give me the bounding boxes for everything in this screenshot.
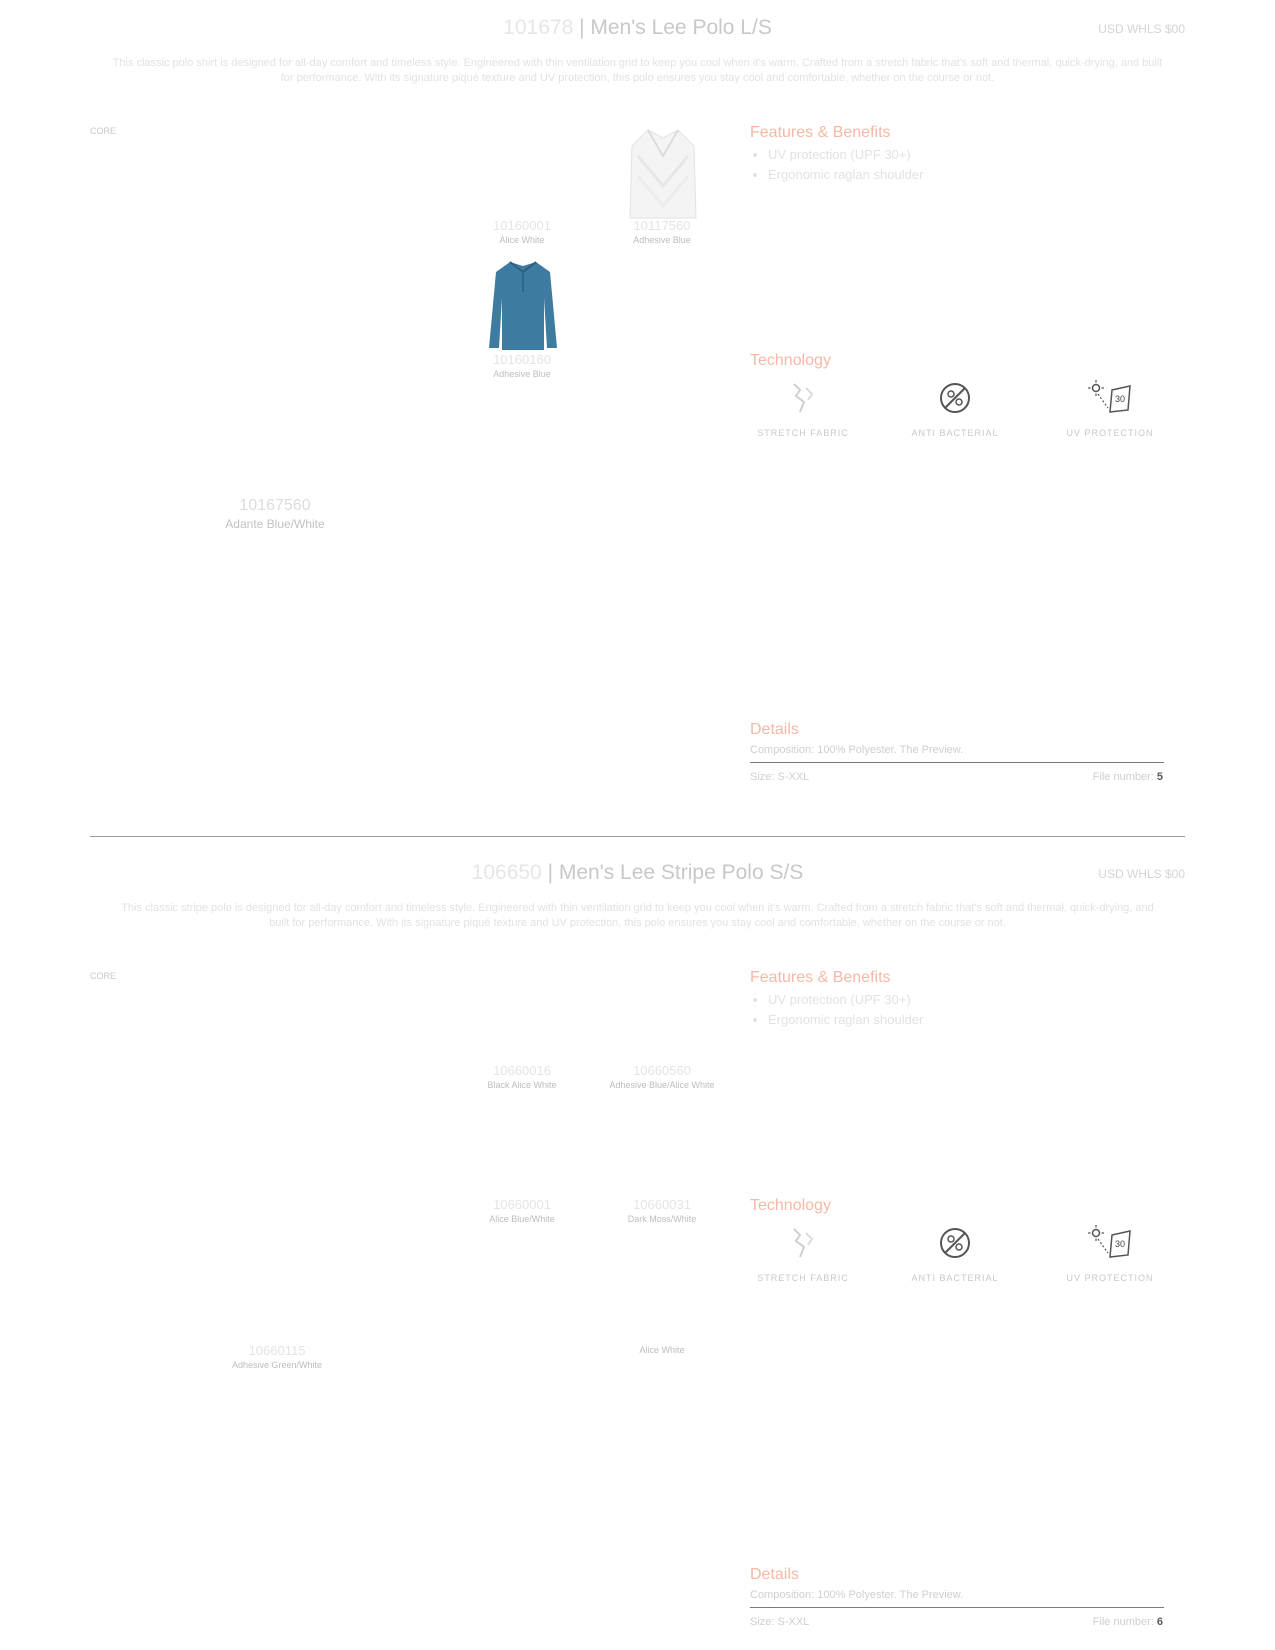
- svg-text:30: 30: [1114, 394, 1126, 404]
- color-swatch: [462, 1197, 582, 1224]
- color-swatch: [462, 1063, 582, 1090]
- tech-item: [1045, 380, 1175, 438]
- tech-label: ANTI BACTERIAL: [911, 1273, 999, 1283]
- product-title: [0, 861, 1275, 885]
- technology-title: Technology: [750, 1197, 831, 1214]
- features-title: Features & Benefits: [750, 124, 891, 141]
- swatch-code: 10660115: [248, 1343, 306, 1358]
- swatch-name: Alice Blue/White: [489, 1214, 555, 1224]
- swatch-code: 10660560: [633, 1063, 691, 1078]
- swatch-name: Dark Moss/White: [627, 1214, 697, 1224]
- core-label: CORE: [90, 971, 117, 981]
- details-title: Details: [750, 1566, 799, 1583]
- feature-item: • UV protection (UPF 30+): [768, 145, 923, 165]
- product-code: 106650: [471, 861, 542, 884]
- swatch-name: Adhesive Blue: [633, 235, 691, 245]
- tech-item: [890, 1225, 1020, 1283]
- tech-label: ANTI BACTERIAL: [911, 428, 999, 438]
- color-swatch: [462, 218, 582, 245]
- product-code: 101678: [503, 16, 574, 39]
- product-divider: [90, 836, 1185, 837]
- product-name: Men's Lee Polo L/S: [590, 16, 772, 39]
- swatch-code: 10117560: [633, 218, 691, 233]
- title-separator: |: [541, 861, 559, 884]
- details-rule: [750, 762, 1164, 763]
- details-title: Details: [750, 721, 799, 738]
- composition-text: Composition: 100% Polyester. The Preview.: [750, 744, 964, 756]
- style-text: Size: S-XXL: [750, 1616, 810, 1628]
- swatch-name: Adhesive Blue/Alice White: [609, 1080, 715, 1090]
- product-name: Men's Lee Stripe Polo S/S: [558, 861, 804, 884]
- stretch-icon: [784, 1225, 822, 1261]
- color-swatch: [200, 497, 350, 531]
- color-swatch: [462, 352, 582, 379]
- product-image-blue: [488, 258, 558, 352]
- page-num: 5: [1156, 771, 1163, 783]
- tech-item: [1045, 1225, 1175, 1283]
- product-description: This classic stripe polo is designed for all-day comfort and timeless style. Engineered with thin ventilation grid to keep you cool when it's warm. Crafted from a stretch fabric that's soft and thermal, quick-drying, and built for performance. With its signature piqué texture and UV protection, this polo ensures you stay cool and comfortable, whether on the course or not.: [121, 902, 1154, 929]
- swatch-name: Black Alice White: [487, 1080, 557, 1090]
- page-number: [1093, 771, 1163, 783]
- tech-label: STRETCH FABRIC: [757, 1273, 849, 1283]
- product-description: This classic polo shirt is designed for all-day comfort and timeless style. Engineered with thin ventilation grid to keep you cool when it's warm. Crafted from a stretch fabric that's soft and thermal, quick-drying, and built for performance. With its signature piqué texture and UV protection, this polo ensures you stay cool and comfortable, whether on the course or not.: [112, 57, 1163, 84]
- page-label: File number:: [1092, 771, 1157, 783]
- tech-item: [738, 380, 868, 438]
- swatch-code: 10167560: [239, 497, 311, 514]
- tech-label: UV PROTECTION: [1066, 1273, 1154, 1283]
- uv-protection-icon: [1086, 1225, 1134, 1261]
- product-price: USD WHLS $00: [1098, 867, 1185, 881]
- swatch-name: Alice White: [639, 1345, 685, 1355]
- details-rule: [750, 1607, 1164, 1608]
- style-text: Size: S-XXL: [750, 771, 810, 783]
- features-title: Features & Benefits: [750, 969, 891, 986]
- core-label: CORE: [90, 126, 117, 136]
- swatch-code: 10660016: [493, 1063, 551, 1078]
- title-separator: |: [573, 16, 591, 39]
- anti-bacterial-icon: [936, 1225, 974, 1261]
- swatch-code: 10160160: [493, 352, 551, 367]
- page-num: 6: [1156, 1616, 1163, 1628]
- color-swatch: [602, 1063, 722, 1090]
- page-label: File number:: [1092, 1616, 1157, 1628]
- product-header: [0, 861, 1275, 891]
- feature-item: • Ergonomic raglan shoulder: [768, 165, 923, 185]
- tech-item: [738, 1225, 868, 1283]
- uv-protection-icon: [1086, 380, 1134, 416]
- color-swatch: [602, 1343, 722, 1355]
- feature-item: • Ergonomic raglan shoulder: [768, 1010, 923, 1030]
- tech-item: [890, 380, 1020, 438]
- swatch-code: 10660001: [493, 1197, 551, 1212]
- tech-label: UV PROTECTION: [1066, 428, 1154, 438]
- product-price: USD WHLS $00: [1098, 22, 1185, 36]
- product-header: [0, 16, 1275, 46]
- swatch-name: Adhesive Blue: [493, 369, 551, 379]
- composition-text: Composition: 100% Polyester. The Preview.: [750, 1589, 964, 1601]
- features-list: [754, 990, 923, 1030]
- swatch-code: 10660031: [633, 1197, 691, 1212]
- page-number: [1093, 1616, 1163, 1628]
- features-list: [754, 145, 923, 185]
- tech-label: STRETCH FABRIC: [757, 428, 849, 438]
- color-swatch: [602, 218, 722, 245]
- stretch-icon: [784, 380, 822, 416]
- technology-title: Technology: [750, 352, 831, 369]
- feature-item: • UV protection (UPF 30+): [768, 990, 923, 1010]
- product-title: [0, 16, 1275, 40]
- swatch-code: 10160001: [493, 218, 551, 233]
- color-swatch: [212, 1343, 342, 1370]
- product-section: [0, 845, 1275, 1650]
- product-image-white: [628, 126, 698, 220]
- color-swatch: [602, 1197, 722, 1224]
- swatch-name: Adante Blue/White: [225, 517, 325, 531]
- swatch-name: Alice White: [499, 235, 545, 245]
- swatch-name: Adhesive Green/White: [231, 1360, 323, 1370]
- svg-text:30: 30: [1114, 1239, 1126, 1249]
- anti-bacterial-icon: [936, 380, 974, 416]
